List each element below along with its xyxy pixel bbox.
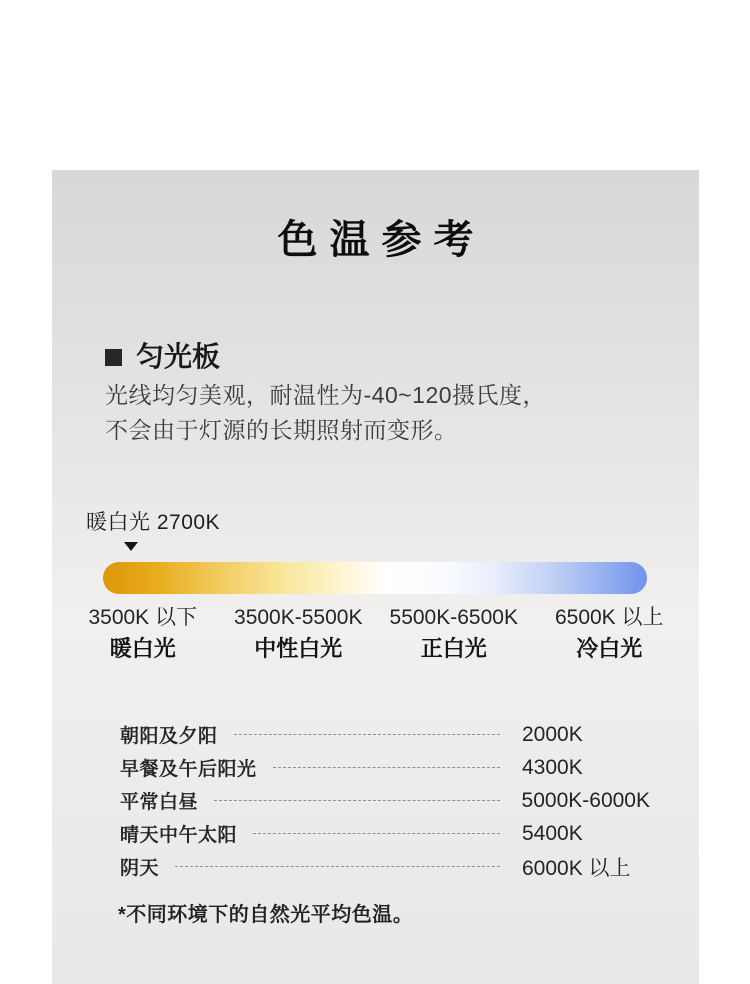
dotted-leader <box>175 866 500 867</box>
scale-name: 暖白光 <box>109 636 176 661</box>
reference-list <box>120 718 650 883</box>
list-item-value: 4300K <box>522 755 583 779</box>
color-temperature-gradient-bar <box>103 562 647 594</box>
description-line-1: 光线均匀美观，耐温性为-40~120摄氏度， <box>105 382 547 408</box>
list-item-value: 5000K-6000K <box>521 788 650 812</box>
section-heading: 匀光板 <box>136 341 221 372</box>
scale-column-warm-white <box>65 604 221 664</box>
square-bullet-icon <box>105 349 122 366</box>
footnote: *不同环境下的自然光平均色温。 <box>118 904 414 926</box>
list-item-label: 朝阳及夕阳 <box>120 726 218 747</box>
scale-name: 冷白光 <box>576 636 643 661</box>
scale-column-cool-white <box>532 604 688 664</box>
list-item <box>120 718 650 751</box>
scale-range: 6500K 以上 <box>554 606 664 629</box>
list-item <box>120 784 650 817</box>
pointer-label: 暖白光 2700K <box>86 511 221 534</box>
list-item <box>120 850 650 883</box>
list-item-value: 2000K <box>522 722 583 746</box>
scale-column-daylight-white <box>376 604 532 664</box>
scale-name: 正白光 <box>420 636 487 661</box>
color-temperature-card <box>52 170 699 984</box>
scale-range: 5500K-6500K <box>389 606 518 629</box>
dotted-leader <box>214 800 500 801</box>
scale-range: 3500K 以下 <box>88 606 198 629</box>
temperature-scale <box>65 604 687 664</box>
scale-name: 中性白光 <box>254 636 343 661</box>
dotted-leader <box>273 767 500 768</box>
list-item-value: 5400K <box>522 821 583 845</box>
page-title: 色温参考 <box>277 218 486 262</box>
scale-column-neutral-white <box>221 604 377 664</box>
triangle-down-icon <box>124 542 138 551</box>
list-item-label: 晴天中午太阳 <box>120 825 238 846</box>
description-line-2: 不会由于灯源的长期照射而变形。 <box>105 417 458 443</box>
dotted-leader <box>234 734 500 735</box>
section-header <box>105 342 220 372</box>
dotted-leader <box>253 833 500 834</box>
list-item-label: 平常白昼 <box>120 792 199 813</box>
list-item <box>120 751 650 784</box>
section-description <box>105 378 546 448</box>
list-item-value: 6000K 以上 <box>522 856 631 880</box>
list-item <box>120 817 650 850</box>
list-item-label: 阴天 <box>120 858 160 879</box>
scale-range: 3500K-5500K <box>234 606 363 629</box>
list-item-label: 早餐及午后阳光 <box>120 759 257 780</box>
